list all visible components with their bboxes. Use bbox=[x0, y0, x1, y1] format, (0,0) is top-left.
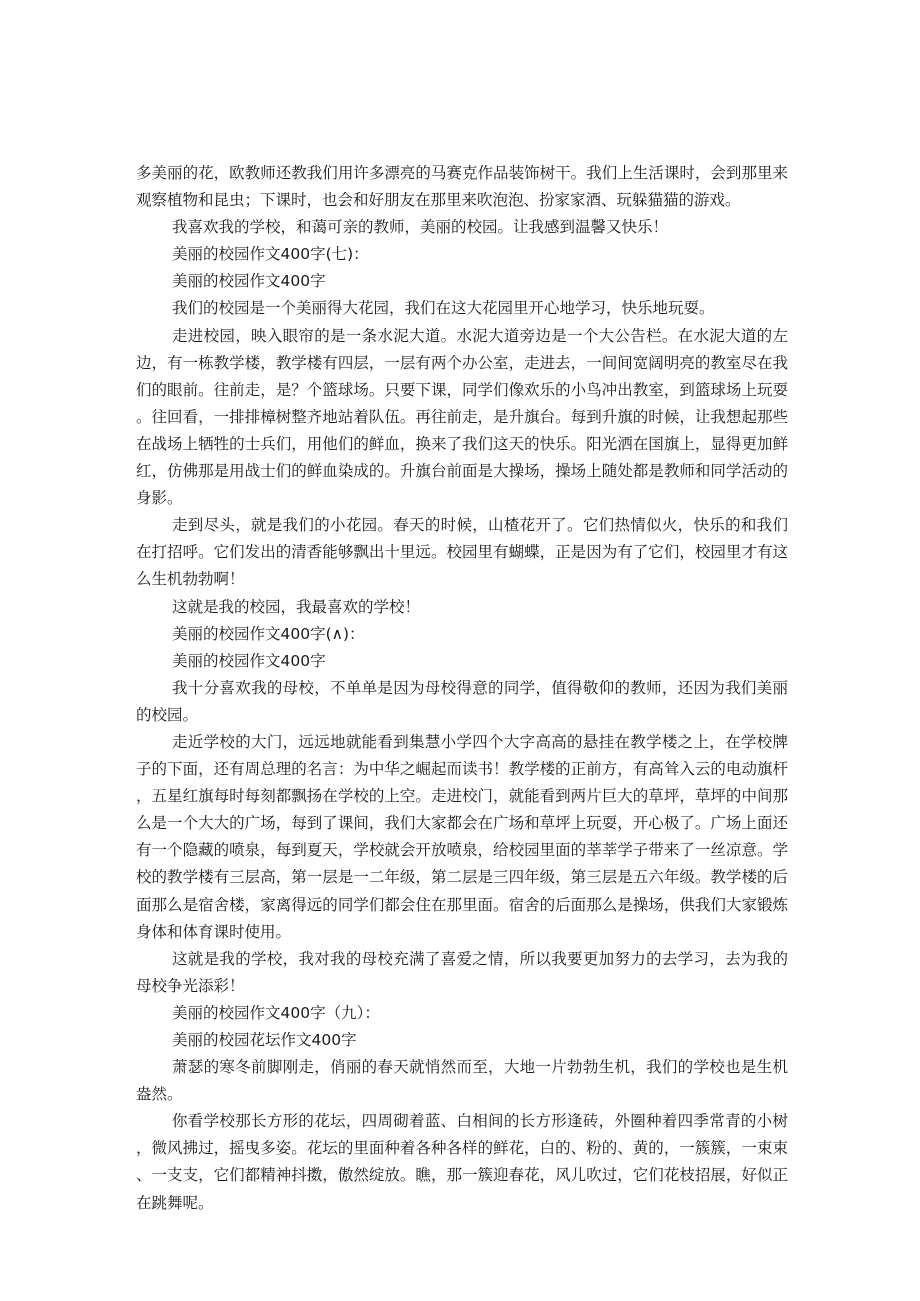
body-paragraph: 萧瑟的寒冬前脚刚走，俏丽的春天就悄然而至，大地一片勃勃生机，我们的学校也是生机盎然。 bbox=[136, 1058, 788, 1104]
body-paragraph: 走进校园，映入眼帘的是一条水泥大道。水泥大道旁边是一个大公告栏。在水泥大道的左边，有一栋教学楼，教学楼有四层，一层有两个办公室，走进去，一间间宽阔明亮的教室尽在我们的眼前。往前走，是？个篮球场。只要下课，同学们像欢乐的小鸟冲出教室，到篮球场上玩耍。往回看，一排排樟树整齐地站着队伍。再往前走，是升旗台。每到升旗的时候，让我想起那些在战场上牺牲的士兵们，用他们的鲜血，换来了我们这天的快乐。阳光洒在国旗上，显得更加鲜红，仿佛那是用战士们的鲜血染成的。升旗台前面是大操场，操场上随处都是教师和同学活动的身影。 bbox=[136, 326, 788, 508]
document-body bbox=[136, 160, 788, 1217]
body-paragraph: 多美丽的花，欧教师还教我们用许多漂亮的马赛克作品装饰树干。我们上生活课时，会到那里来观察植物和昆虫；下课时，也会和好朋友在那里来吹泡泡、扮家家酒、玩躲猫猫的游戏。 bbox=[136, 164, 788, 210]
section-heading: 美丽的校园作文400字(七)： bbox=[172, 245, 369, 264]
body-paragraph: 这就是我的校园，我最喜欢的学校！ bbox=[172, 597, 421, 616]
section-heading: 美丽的校园作文400字(∧)： bbox=[172, 624, 365, 643]
body-paragraph: 我喜欢我的学校，和蔼可亲的教师，美丽的校园。让我感到温馨又快乐！ bbox=[172, 218, 669, 237]
body-paragraph: 走近学校的大门，远远地就能看到集慧小学四个大字高高的悬挂在教学楼之上，在学校牌子的下面，还有周总理的名言：为中华之崛起而读书！教学楼的正前方，有高耸入云的电动旗杆，五星红旗每时每刻都飘扬在学校的上空。走进校门，就能看到两片巨大的草坪，草坪的中间那么是一个大大的广场，每到了课间，我们大家都会在广场和草坪上玩耍，开心极了。广场上面还有一个隐藏的喷泉，每到夏天，学校就会开放喷泉，给校园里面的莘莘学子带来了一丝凉意。学校的教学楼有三层高，第一层是一二年级，第二层是三四年级，第三层是五六年级。教学楼的后面那么是宿舍楼，家离得远的同学们都会住在那里面。宿舍的后面那么是操场，供我们大家锻炼身体和体育课时使用。 bbox=[136, 732, 788, 941]
body-paragraph: 走到尽头，就是我们的小花园。春天的时候，山楂花开了。它们热情似火，快乐的和我们在打招呼。它们发出的清香能够飘出十里远。校园里有蝴蝶，正是因为有了它们，校园里才有这么生机勃勃啊！ bbox=[136, 516, 788, 589]
section-heading: 美丽的校园作文400字（九）： bbox=[172, 1003, 380, 1022]
body-paragraph: 我们的校园是一个美丽得大花园，我们在这大花园里开心地学习，快乐地玩耍。 bbox=[172, 299, 715, 318]
essay-title: 美丽的校园作文400字 bbox=[172, 272, 326, 291]
body-paragraph: 这就是我的学校，我对我的母校充满了喜爱之情，所以我要更加努力的去学习，去为我的母校争光添彩！ bbox=[136, 949, 788, 995]
body-paragraph: 你看学校那长方形的花坛，四周砌着蓝、白相间的长方形逢砖，外圈种着四季常青的小树，微风拂过，摇曳多姿。花坛的里面种着各种各样的鲜花，白的、粉的、黄的，一簇簇，一束束、一支支，它们都精神抖擞，傲然绽放。瞧，那一簇迎春花，风儿吹过，它们花枝招展，好似正在跳舞呢。 bbox=[136, 1112, 788, 1212]
body-paragraph: 我十分喜欢我的母校，不单单是因为母校得意的同学，值得敬仰的教师，还因为我们美丽的校园。 bbox=[136, 678, 788, 724]
essay-title: 美丽的校园作文400字 bbox=[172, 651, 326, 670]
essay-title: 美丽的校园花坛作文400字 bbox=[172, 1031, 357, 1049]
